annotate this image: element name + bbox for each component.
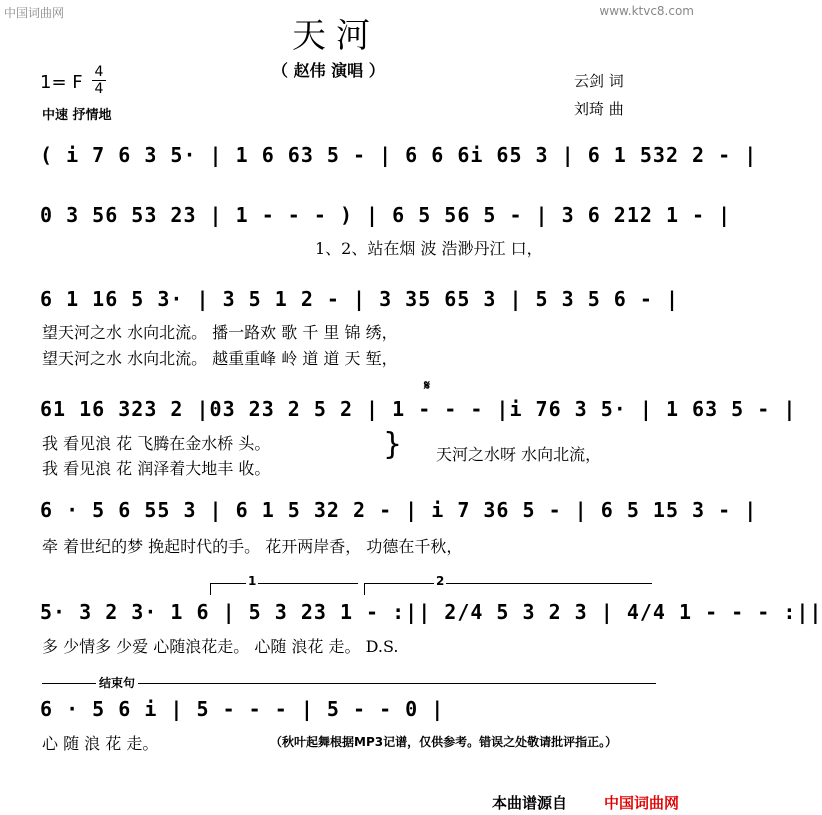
score-row-7: 6 · 5 6 i | 5 - - - | 5 - - 0 | [40,697,445,721]
watermark-left: 中国词曲网 [4,6,65,20]
ending-label: 结束句 [96,674,138,691]
score-row-2: 0 3 56 53 23 | 1 - - - ) | 6 5 56 5 - | 3 6 212 1 - | [40,203,732,227]
volta-2-label: 2 [436,574,445,588]
volta-1-label: 1 [248,574,257,588]
volta-2-hook [364,583,365,595]
lyric-row-3a: 望天河之水 水向北流。 播一路欢 歌 千 里 锦 绣， [42,323,398,342]
tempo-marking: 中速 抒情地 [42,108,112,123]
lyricist: 云剑 词 [574,72,624,90]
lyric-row-5: 牵 着世纪的梦 挽起时代的手。 花开两岸香， 功德在千秋， [42,537,463,556]
source-label: 本曲谱源自 [492,794,568,812]
lyric-row-4b: 我 看见浪 花 润泽着大地丰 收。 [42,459,271,478]
score-row-4: 61 16 323 2 |03 23 2 5 2 | 1 - - - |i 76 3 5· | 1 63 5 - | [40,397,797,421]
composer: 刘琦 曲 [574,100,624,118]
song-title: 天河 [292,16,380,56]
chorus-lyric: 天河之水呀 水向北流， [436,445,602,464]
lyric-row-3b: 望天河之水 水向北流。 越重重峰 岭 道 道 天 堑， [42,349,398,368]
brace-icon: } [383,427,403,462]
lyric-row-2: 1、2、站在烟 波 浩渺丹江 口， [315,239,543,258]
transcription-note: （秋叶起舞根据MP3记谱，仅供参考。错误之处敬请批评指正。） [270,735,618,749]
segno-sign: 𝄋 [424,378,431,394]
lyric-row-7: 心 随 浪 花 走。 [42,734,159,753]
watermark-right: www.ktvc8.com [599,4,694,18]
lyric-row-6: 多 少情多 少爱 心随浪花走。 心随 浪花 走。 D.S. [42,637,399,656]
score-row-6: 5· 3 2 3· 1 6 | 5 3 23 1 - :|| 2/4 5 3 2 3 | 4/4 1 - - - :|| [40,600,822,624]
key-signature: 1= F [40,72,83,93]
site-name: 中国词曲网 [604,794,680,812]
score-row-3: 6 1 16 5 3· | 3 5 1 2 - | 3 35 65 3 | 5 3 5 6 - | [40,287,680,311]
time-signature: 4 4 [92,64,106,97]
volta-1-bracket [210,583,358,584]
volta-1-hook [210,583,211,595]
volta-2-bracket [364,583,652,584]
performer: （ 赵伟 演唱 ） [272,61,385,80]
lyric-row-4a: 我 看见浪 花 飞腾在金水桥 头。 [42,434,271,453]
score-row-5: 6 · 5 6 55 3 | 6 1 5 32 2 - | i 7 36 5 - | 6 5 15 3 - | [40,498,758,522]
score-row-1: ( i 7 6 3 5· | 1 6 63 5 - | 6 6 6i 65 3 | 6 1 532 2 - | [40,143,758,167]
